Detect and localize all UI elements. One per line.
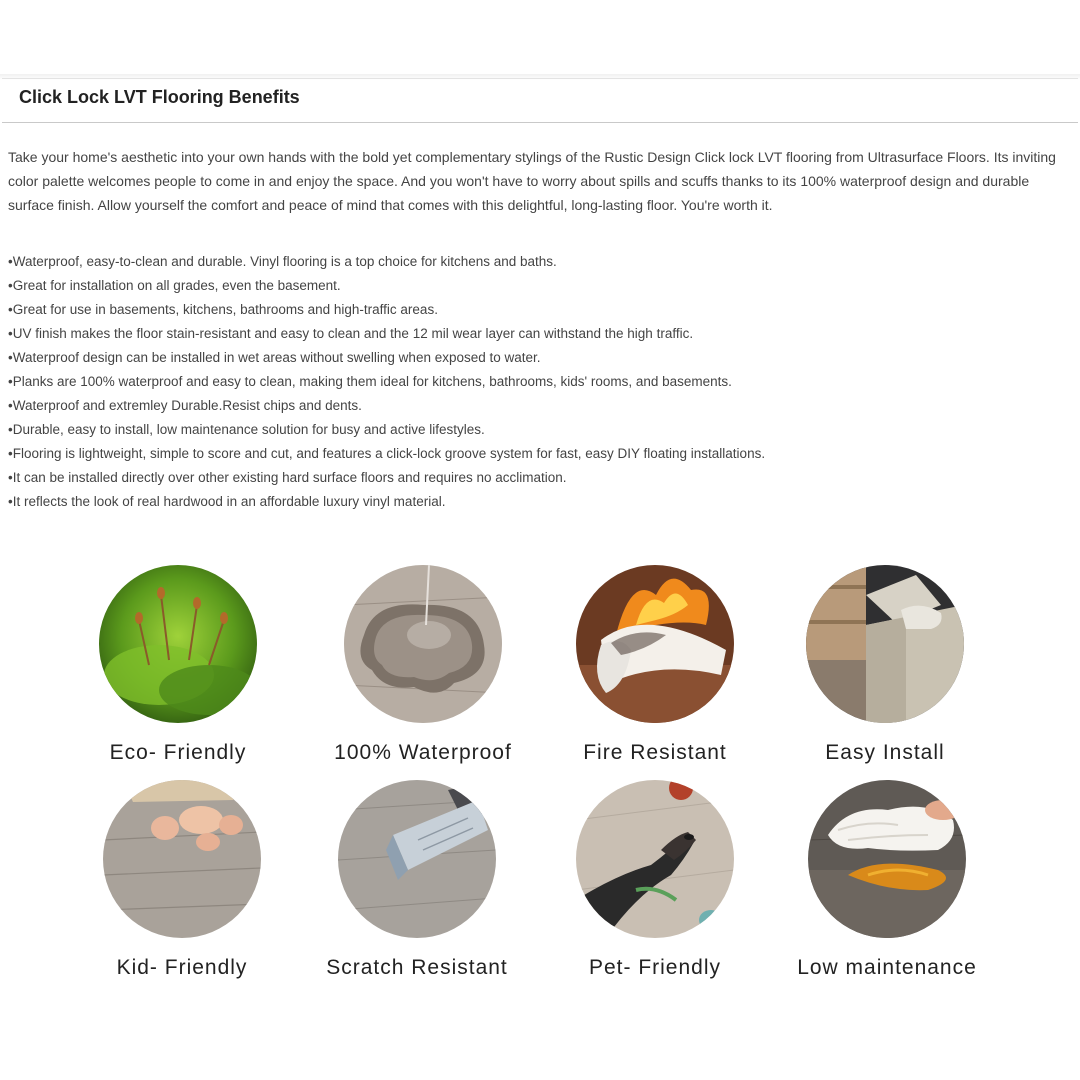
feature-label: Fire Resistant [583, 741, 727, 764]
section-title: Click Lock LVT Flooring Benefits [19, 87, 300, 107]
water-drop-photo-icon [344, 565, 502, 723]
feature-label: Low maintenance [797, 956, 977, 979]
benefit-item: •It can be installed directly over other existing hard surface floors and requires no acclimation. [8, 470, 567, 485]
feature-low-maintenance [767, 780, 1007, 980]
benefit-item: •Great for use in basements, kitchens, bathrooms and high-traffic areas. [8, 302, 438, 317]
feature-fire-resistant [535, 565, 775, 765]
feature-scratch-resistant [297, 780, 537, 980]
benefit-item: •Durable, easy to install, low maintenance solution for busy and active lifestyles. [8, 422, 485, 437]
benefit-item: •Waterproof, easy-to-clean and durable. Vinyl flooring is a top choice for kitchens and baths. [8, 254, 557, 269]
feature-easy-install [765, 565, 1005, 765]
benefit-item: •It reflects the look of real hardwood in an affordable luxury vinyl material. [8, 494, 446, 509]
feature-label: 100% Waterproof [334, 741, 512, 764]
feature-waterproof [303, 565, 543, 765]
baby-feet-photo-icon [103, 780, 261, 938]
cloth-wipe-photo-icon [808, 780, 966, 938]
benefit-item: •Waterproof design can be installed in wet areas without swelling when exposed to water. [8, 350, 541, 365]
plank-install-photo-icon [806, 565, 964, 723]
feature-label: Scratch Resistant [326, 956, 508, 979]
benefit-item: •Planks are 100% waterproof and easy to clean, making them ideal for kitchens, bathrooms, kids' rooms, and basements. [8, 374, 732, 389]
edge-artifact [1068, 910, 1076, 950]
moss-photo-icon [99, 565, 257, 723]
benefit-item: •Great for installation on all grades, even the basement. [8, 278, 341, 293]
benefit-item: •Flooring is lightweight, simple to score and cut, and features a click-lock groove system for fast, easy DIY floating installations. [8, 446, 766, 461]
feature-eco-friendly [58, 565, 298, 765]
feature-label: Pet- Friendly [588, 956, 722, 979]
feature-label: Kid- Friendly [116, 956, 248, 979]
feature-kid-friendly [62, 780, 302, 980]
fire-photo-icon [576, 565, 734, 723]
feature-label: Eco- Friendly [109, 741, 247, 764]
feature-label: Easy Install [825, 741, 945, 764]
benefit-item: •UV finish makes the floor stain-resistant and easy to clean and the 12 mil wear layer can withstand the high traffic. [8, 326, 694, 341]
utility-knife-photo-icon [338, 780, 496, 938]
dog-photo-icon [576, 780, 734, 938]
benefit-item: •Waterproof and extremley Durable.Resist chips and dents. [8, 398, 362, 413]
intro-paragraph: Take your home's aesthetic into your own hands with the bold yet complementary stylings of the Rustic Design Click lock LVT flooring from Ultrasurface Floors. Its inviting color palette welcomes people to come in and enjoy the space. And you won't have to worry about spills and scuffs thanks to its 100% waterproof design and durable surface finish. Allow yourself the comfort and peace of mind that comes with this delightful, long-lasting floor. You're worth it. [8, 149, 1056, 213]
feature-pet-friendly [535, 780, 775, 980]
